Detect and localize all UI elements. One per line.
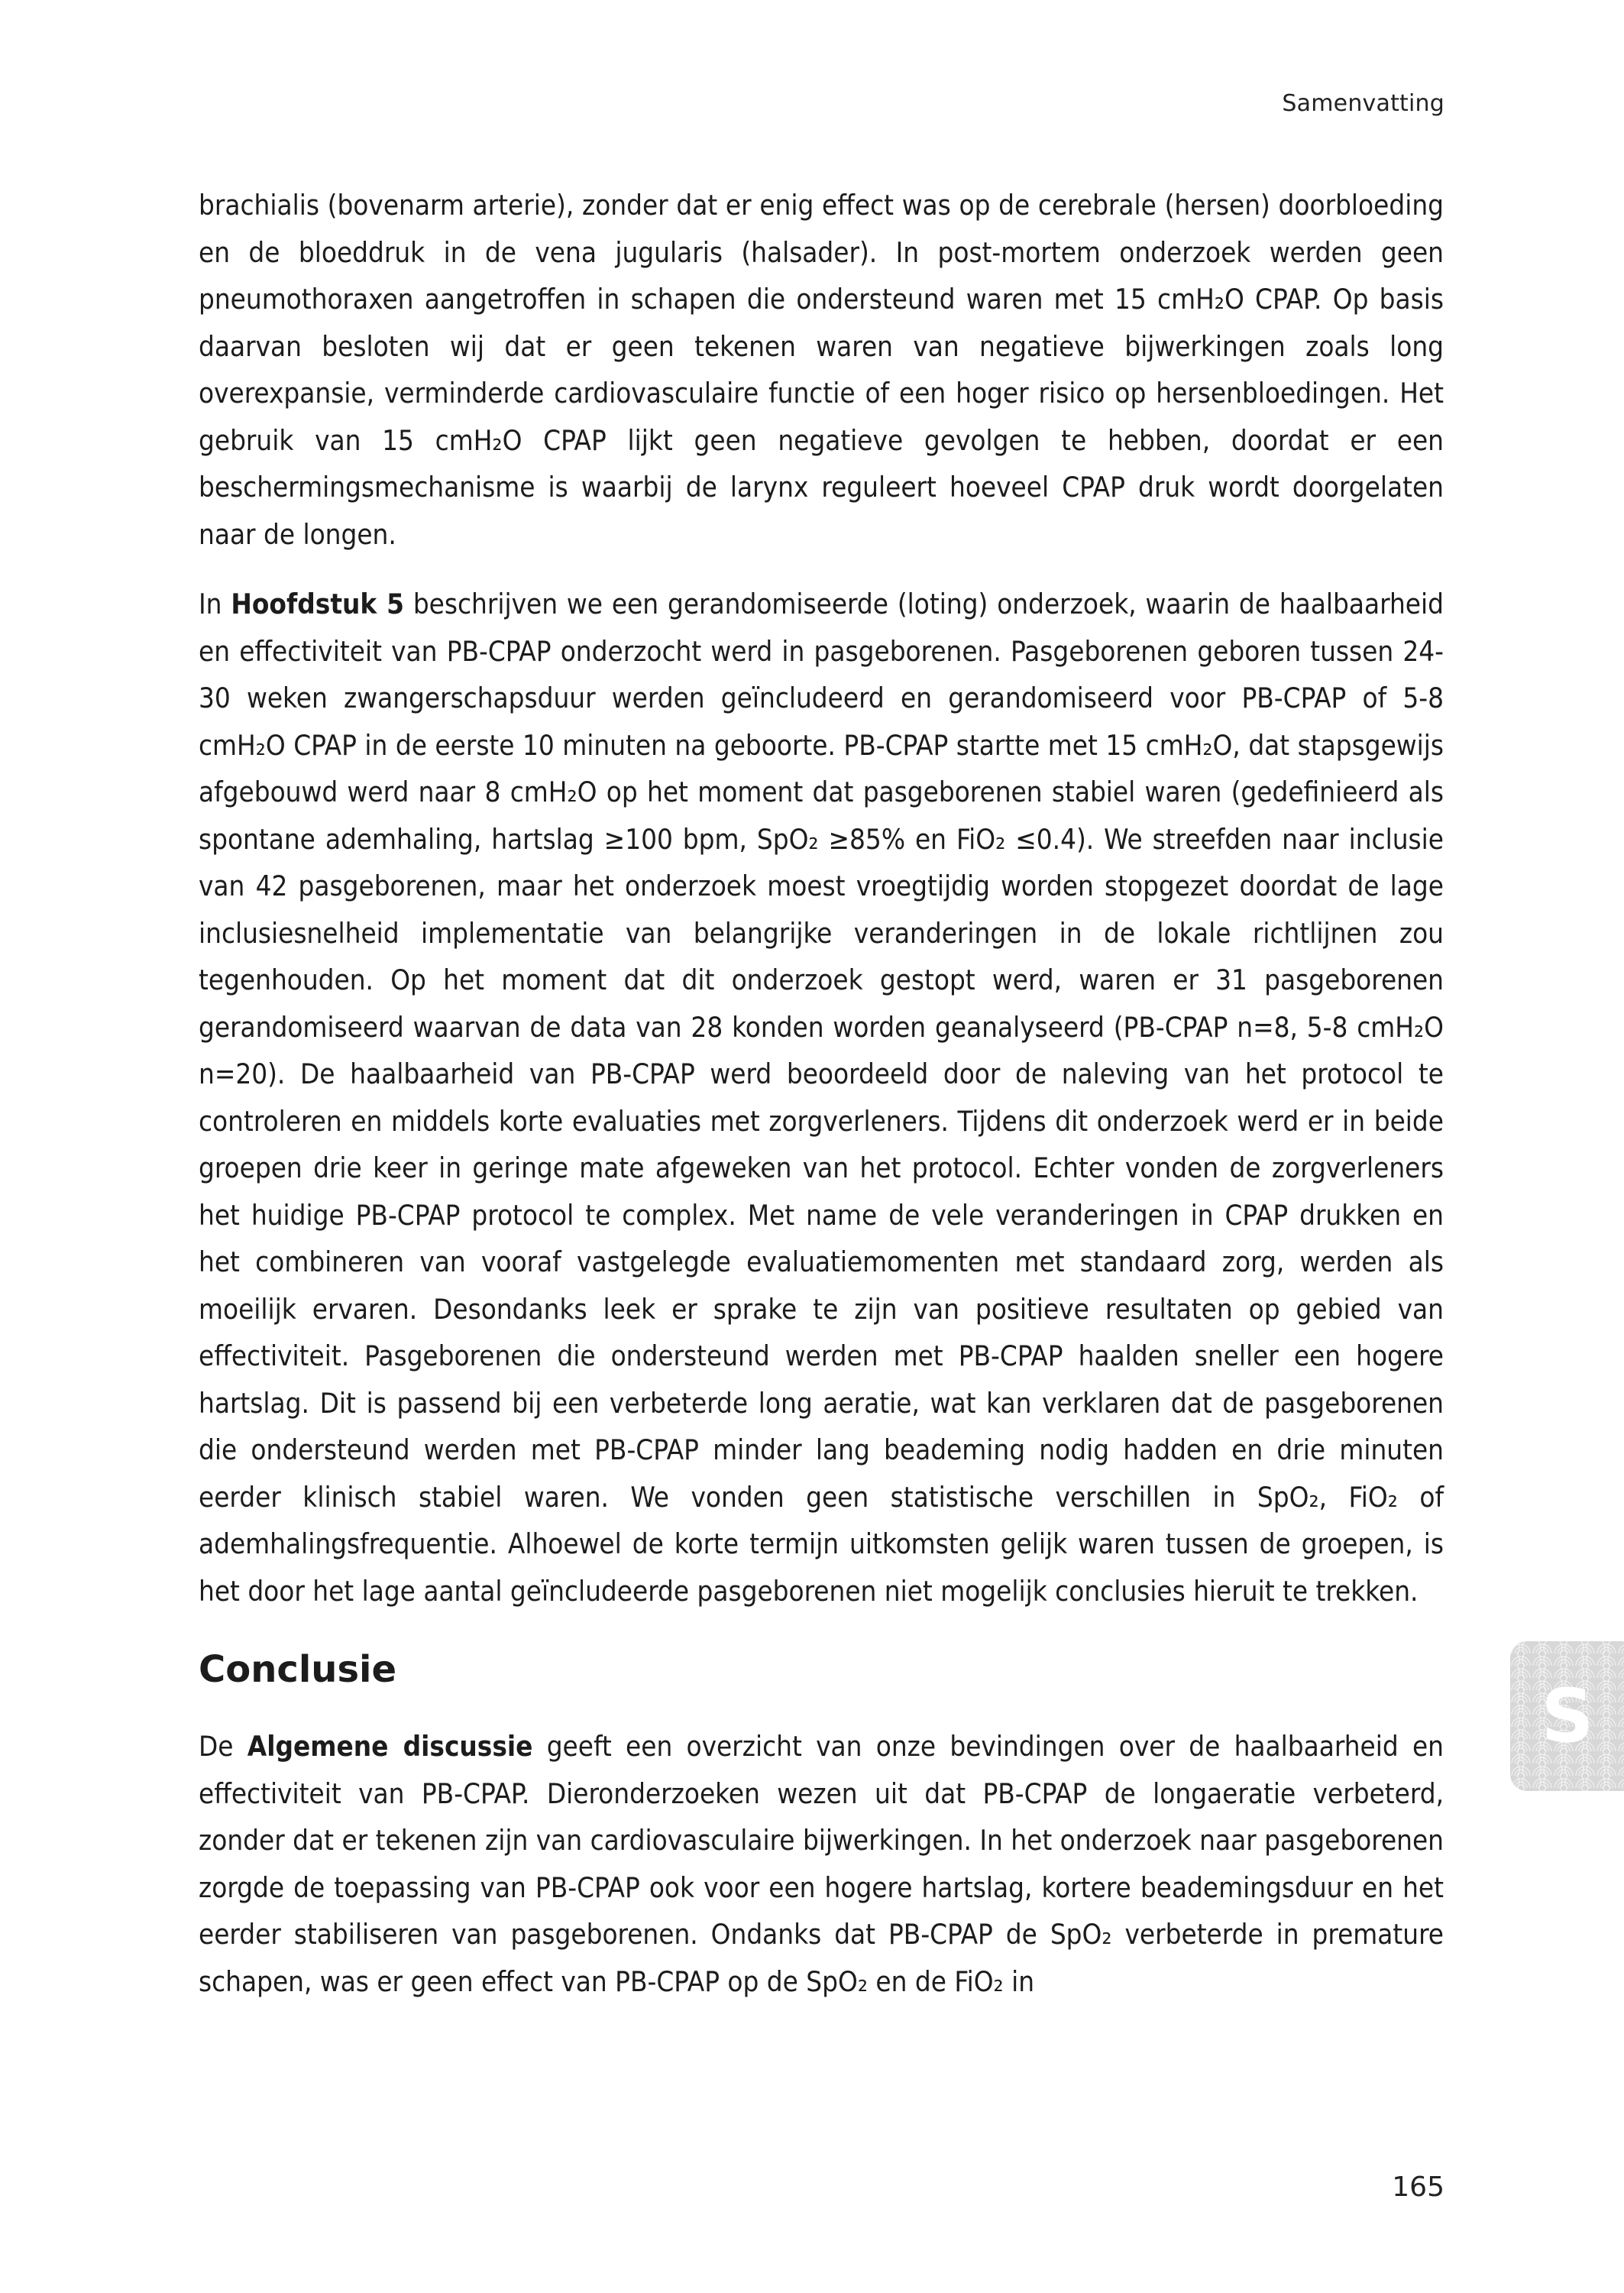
chapter-letter: S [1541, 1673, 1594, 1759]
paragraph-3 [199, 1723, 1444, 2005]
chapter-thumb-tab [1510, 1641, 1624, 1791]
paragraph-2-prefix: In [199, 588, 231, 620]
discussion-reference: Algemene discussie [247, 1730, 533, 1763]
page-body [199, 182, 1444, 2028]
running-header: Samenvatting [1282, 90, 1444, 117]
paragraph-2-text: beschrijven we een gerandomiseerde (loting) onderzoek, waarin de haalbaarheid en effectiviteit van PB-CPAP onderzocht werd in pasgeborenen. Pasgeborenen geboren tussen 24-30 weken zwangerschapsduur werden geïncludeerd en gerandomiseerd voor PB-CPAP of 5-8 cmH₂O CPAP in de eerste 10 minuten na geboorte. PB-CPAP startte met 15 cmH₂O, dat stapsgewijs afgebouwd werd naar 8 cmH₂O op het moment dat pasgeborenen stabiel waren (gedefinieerd als spontane ademhaling, hartslag ≥100 bpm, SpO₂ ≥85% en FiO₂ ≤0.4). We streefden naar inclusie van 42 pasgeborenen, maar het onderzoek moest vroegtijdig worden stopgezet doordat de lage inclusiesnelheid implementatie van belangrijke veranderingen in de lokale richtlijnen zou tegenhouden. Op het moment dat dit onderzoek gestopt werd, waren er 31 pasgeborenen gerandomiseerd waarvan de data van 28 konden worden geanalyseerd (PB-CPAP n=8, 5-8 cmH₂O n=20). De haalbaarheid van PB-CPAP werd beoordeeld door de naleving van het protocol te controleren en middels korte evaluaties met zorgverleners. Tijdens dit onderzoek werd er in beide groepen drie keer in geringe mate afgeweken van het protocol. Echter vonden de zorgverleners het huidige PB-CPAP protocol te complex. Met name de vele veranderingen in CPAP drukken en het combineren van vooraf vastgelegde evaluatiemomenten met standaard zorg, werden als moeilijk ervaren. Desondanks leek er sprake te zijn van positieve resultaten op gebied van effectiviteit. Pasgeborenen die ondersteund werden met PB-CPAP haalden sneller een hogere hartslag. Dit is passend bij een verbeterde long aeratie, wat kan verklaren dat de pasgeborenen die ondersteund werden met PB-CPAP minder lang beademing nodig hadden en drie minuten eerder klinisch stabiel waren. We vonden geen statistische verschillen in SpO₂, FiO₂ of ademhalingsfrequentie. Alhoewel de korte termijn uitkomsten gelijk waren tussen de groepen, is het door het lage aantal geïncludeerde pasgeborenen niet mogelijk conclusies hieruit te trekken. [199, 588, 1444, 1608]
chapter-reference: Hoofdstuk 5 [231, 588, 404, 620]
paragraph-1: brachialis (bovenarm arterie), zonder dat er enig effect was op de cerebrale (hersen) doorbloeding en de bloeddruk in de vena jugularis (halsader). In post-mortem onderzoek werden geen pneumothoraxen aangetroffen in schapen die ondersteund waren met 15 cmH₂O CPAP. Op basis daarvan besloten wij dat er geen tekenen waren van negatieve bijwerkingen zoals long overexpansie, verminderde cardiovasculaire functie of een hoger risico op hersenbloedingen. Het gebruik van 15 cmH₂O CPAP lijkt geen negatieve gevolgen te hebben, doordat er een beschermingsmechanisme is waarbij de larynx reguleert hoeveel CPAP druk wordt doorgelaten naar de longen. [199, 189, 1444, 551]
page-number: 165 [1392, 2172, 1444, 2203]
paragraph-3-text: geeft een overzicht van onze bevindingen over de haalbaarheid en effectiviteit van PB-CPAP. Dieronderzoeken wezen uit dat PB-CPAP de longaeratie verbeterd, zonder dat er tekenen zijn van cardiovasculaire bijwerkingen. In het onderzoek naar pasgeborenen zorgde de toepassing van PB-CPAP ook voor een hogere hartslag, kortere beademingsduur en het eerder stabiliseren van pasgeborenen. Ondanks dat PB-CPAP de SpO₂ verbeterde in premature schapen, was er geen effect van PB-CPAP op de SpO₂ en de FiO₂ in [199, 1730, 1444, 1998]
paragraph-2 [199, 581, 1444, 1614]
paragraph-3-prefix: De [199, 1730, 247, 1763]
section-heading: Conclusie [199, 1648, 397, 1691]
